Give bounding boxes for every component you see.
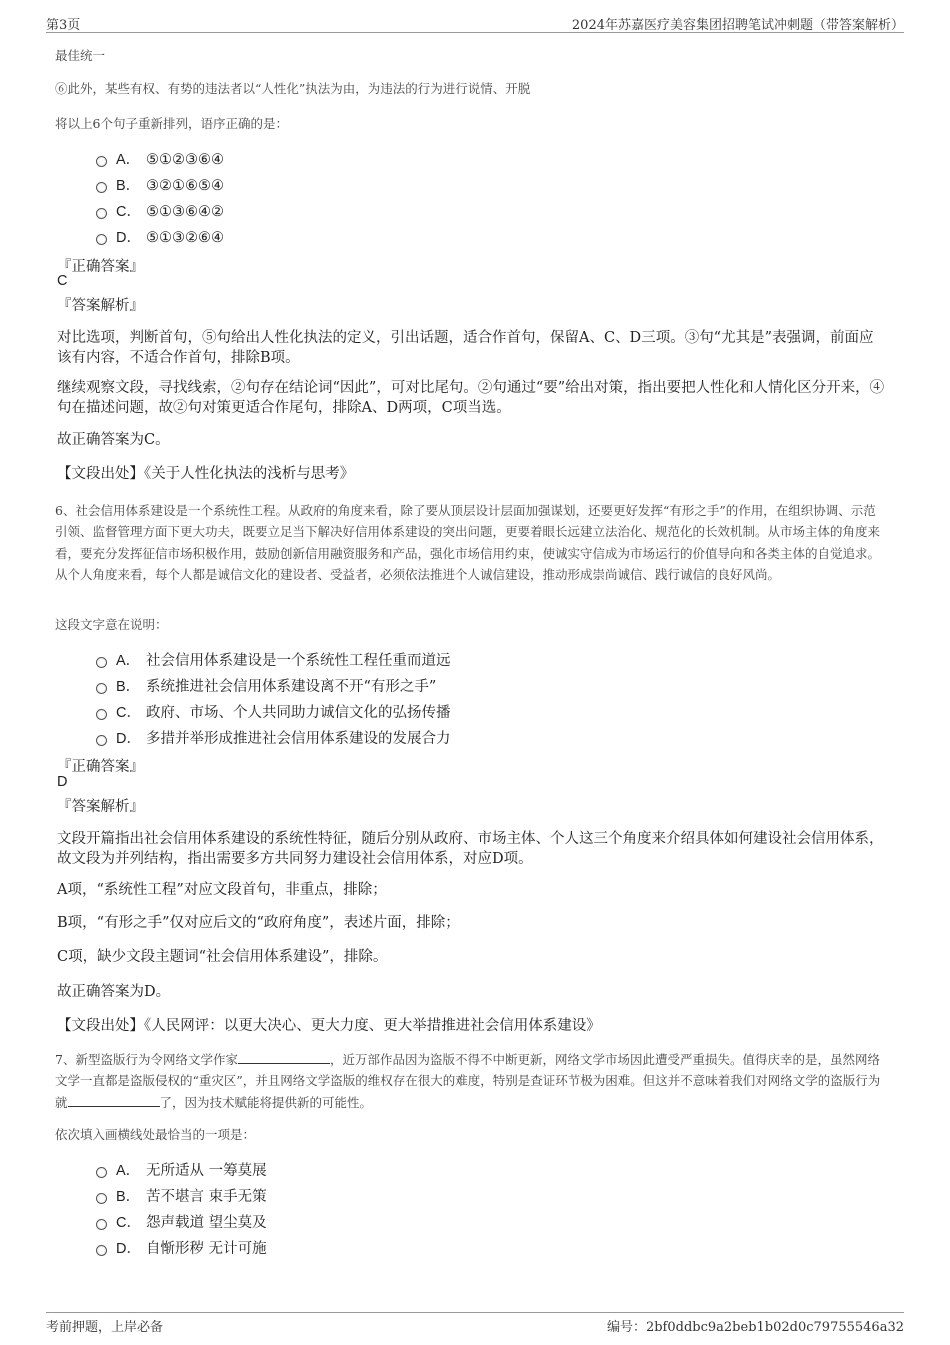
- fill-blank-2[interactable]: [68, 1094, 160, 1107]
- q5-option-b[interactable]: B． ③②①⑥⑤④: [96, 174, 224, 194]
- q6-option-a[interactable]: A． 社会信用体系建设是一个系统性工程任重而道远: [96, 649, 451, 669]
- q6-analysis-2: A项，“系统性工程”对应文段首句，非重点，排除；: [57, 882, 387, 898]
- q7-stem: 7、新型盗版行为令网络文学作家 ，近万部作品因为盗版不得不中断更新，网络文学市场因此遭受严重损失。值得庆幸的是，虽然网络文学一直都是盗版侵权的“重灾区”，并且网络文学盗版的维权存在很大的难度，特别是查证环节极为困难。但这并不意味着我们对网络文学的盗版行为就 了，因为技术赋能将提供新的可能性。: [55, 1052, 881, 1110]
- q6-stem: 6、社会信用体系建设是一个系统性工程。从政府的角度来看，除了要从顶层设计层面加强谋划，还要更好发挥“有形之手”的作用，在组织协调、示范引领、监督管理方面下更大功夫，既要立足当下解决好信用体系建设的突出问题，更要着眼长远建立法治化、规范化的长效机制。从市场主体的角度来看，要充分发挥征信市场积极作用，鼓励创新信用融资服务和产品，强化市场信用约束，使诚实守信成为市场运行的价值导向和各类主体的自觉追求。从个人角度来看，每个人都是诚信文化的建设者、受益者，必须依法推进个人诚信建设，推动形成崇尚诚信、践行诚信的良好风尚。: [55, 503, 881, 582]
- page-header: [46, 14, 904, 33]
- q5-correct-answer: C: [57, 273, 68, 289]
- q5-line1: 最佳统一: [55, 48, 106, 63]
- q6-option-b[interactable]: B． 系统推进社会信用体系建设离不开“有形之手”: [96, 675, 436, 695]
- radio-icon[interactable]: [96, 1193, 107, 1204]
- q6-analysis-4: C项，缺少文段主题词“社会信用体系建设”，排除。: [57, 949, 388, 965]
- q6-source: 【文段出处】《人民网评：以更大决心、更大力度、更大举措推进社会信用体系建设》: [57, 1018, 601, 1034]
- radio-icon[interactable]: [96, 683, 107, 694]
- q5-prompt: 将以上6个句子重新排列，语序正确的是：: [55, 116, 288, 131]
- q6-correct-answer: D: [57, 774, 68, 790]
- q5-analysis-1: 对比选项，判断首句，⑤句给出人性化执法的定义，引出话题，适合作首句，保留A、C、D三项。③句“尤其是”表强调，前面应该有内容，不适合作首句，排除B项。: [57, 330, 874, 366]
- q6-option-c[interactable]: C． 政府、市场、个人共同助力诚信文化的弘扬传播: [96, 701, 451, 721]
- q5-option-c[interactable]: C． ⑤①③⑥④②: [96, 200, 224, 220]
- q6-correct-label: 『正确答案』: [57, 759, 144, 775]
- q5-source: 【文段出处】《关于人性化执法的浅析与思考》: [57, 466, 355, 482]
- q5-option-a[interactable]: A． ⑤①②③⑥④: [96, 148, 224, 168]
- q6-prompt: 这段文字意在说明：: [55, 617, 168, 632]
- q5-analysis-2: 继续观察文段，寻找线索，②句存在结论词“因此”，可对比尾句。②句通过“要”给出对策，指出要把人性化和人情化区分开来，④句在描述问题，故②句对策更适合作尾句，排除A、D两项，C项当选。: [57, 380, 885, 416]
- q6-option-d[interactable]: D． 多措并举形成推进社会信用体系建设的发展合力: [96, 727, 451, 747]
- radio-icon[interactable]: [96, 1245, 107, 1256]
- radio-icon[interactable]: [96, 735, 107, 746]
- radio-icon[interactable]: [96, 1219, 107, 1230]
- radio-icon[interactable]: [96, 208, 107, 219]
- radio-icon[interactable]: [96, 657, 107, 668]
- page-footer: [46, 1312, 904, 1333]
- q5-analysis-3: 故正确答案为C。: [57, 432, 170, 448]
- radio-icon[interactable]: [96, 1167, 107, 1178]
- q6-analysis-1: 文段开篇指出社会信用体系建设的系统性特征，随后分别从政府、市场主体、个人这三个角度来介绍具体如何建设社会信用体系，故文段为并列结构，指出需要多方共同努力建设社会信用体系，对应D项。: [57, 831, 884, 867]
- q7-option-c[interactable]: C． 怨声载道 望尘莫及: [96, 1211, 267, 1231]
- radio-icon[interactable]: [96, 234, 107, 245]
- radio-icon[interactable]: [96, 156, 107, 167]
- footer-slogan: 考前押题，上岸必备: [46, 1320, 164, 1335]
- radio-icon[interactable]: [96, 182, 107, 193]
- q5-line2: ⑥此外，某些有权、有势的违法者以“人性化”执法为由，为违法的行为进行说情、开脱: [55, 81, 531, 96]
- q6-analysis-label: 『答案解析』: [57, 799, 144, 815]
- page-number: 第3页: [46, 18, 81, 33]
- fill-blank-1[interactable]: [238, 1051, 330, 1064]
- radio-icon[interactable]: [96, 709, 107, 720]
- q5-option-d[interactable]: D． ⑤①③②⑥④: [96, 226, 224, 246]
- document-title: 2024年苏嘉医疗美容集团招聘笔试冲刺题（带答案解析）: [571, 18, 904, 33]
- q5-analysis-label: 『答案解析』: [57, 298, 144, 314]
- q7-option-d[interactable]: D． 自惭形秽 无计可施: [96, 1237, 267, 1257]
- q5-correct-label: 『正确答案』: [57, 259, 144, 275]
- q7-option-b[interactable]: B． 苦不堪言 束手无策: [96, 1185, 267, 1205]
- q7-option-a[interactable]: A． 无所适从 一筹莫展: [96, 1159, 267, 1179]
- document-serial: 编号：2bf0ddbc9a2beb1b02d0c79755546a32: [606, 1320, 904, 1335]
- q7-prompt: 依次填入画横线处最恰当的一项是：: [55, 1127, 256, 1142]
- q6-analysis-5: 故正确答案为D。: [57, 984, 171, 1000]
- q6-analysis-3: B项，“有形之手”仅对应后文的“政府角度”，表述片面，排除；: [57, 915, 460, 931]
